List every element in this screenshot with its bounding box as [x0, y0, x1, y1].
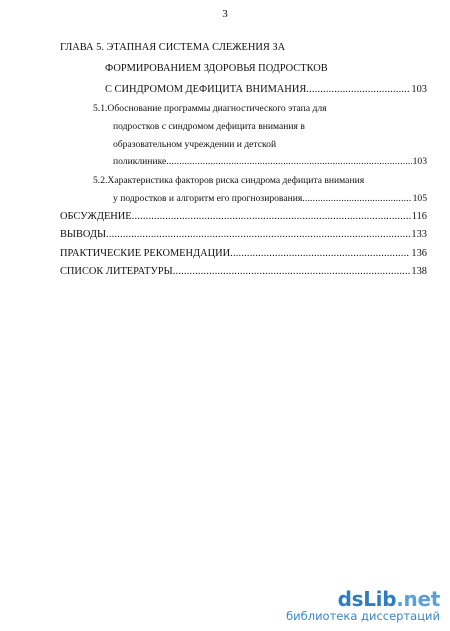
toc-entry-conclusions[interactable] [60, 229, 427, 241]
toc-entry-label: ВЫВОДЫ [60, 229, 107, 240]
section-5-1-line-1: 5.1.Обоснование программы диагностического этапа для [93, 103, 327, 114]
toc-entry-section-5-2[interactable] [113, 193, 427, 205]
leader-dots [106, 229, 410, 241]
chapter-5-title-line-3: С СИНДРОМОМ ДЕФИЦИТА ВНИМАНИЯ [105, 84, 307, 95]
section-5-2-line-1: 5.2.Характеристика факторов риска синдрома дефицита внимания [93, 175, 365, 186]
dslib-subtitle: библиотека диссертаций [286, 609, 440, 623]
toc-entry-section-5-1[interactable] [113, 156, 427, 168]
section-5-1-line-3: образовательном учреждении и детской [113, 139, 277, 150]
toc-entry-recommendations[interactable] [60, 248, 427, 260]
chapter-5-title-line-1: ГЛАВА 5. ЭТАПНАЯ СИСТЕМА СЛЕЖЕНИЯ ЗА [60, 42, 286, 53]
toc-entry-label: ПРАКТИЧЕСКИЕ РЕКОМЕНДАЦИИ [60, 248, 231, 259]
section-5-1-line-4: поликлинике [113, 156, 167, 167]
toc-entry-discussion[interactable] [60, 211, 427, 223]
leader-dots [306, 84, 410, 96]
page-number: 3 [222, 8, 228, 20]
toc-page-number: 105 [412, 193, 427, 204]
toc-page-number: 133 [411, 229, 427, 240]
toc-page-number: 116 [411, 211, 427, 222]
dslib-logo: dsLib.net [337, 587, 440, 611]
leader-dots [230, 248, 410, 260]
chapter-5-title-line-2: ФОРМИРОВАНИЕМ ЗДОРОВЬЯ ПОДРОСТКОВ [105, 63, 328, 74]
leader-dots [173, 266, 411, 278]
toc-entry-label: СПИСОК ЛИТЕРАТУРЫ [60, 266, 173, 277]
section-5-1-line-2: подростков с синдромом дефицита внимания в [113, 121, 305, 132]
leader-dots [166, 156, 411, 168]
dslib-watermark [286, 589, 440, 623]
section-5-2-line-2: у подростков и алгоритм его прогнозирования [113, 193, 303, 204]
leader-dots [132, 211, 411, 223]
toc-page-number: 103 [412, 156, 427, 167]
toc-page-number: 136 [411, 248, 427, 259]
toc-entry-label: ОБСУЖДЕНИЕ [60, 211, 132, 222]
toc-page-number: 138 [411, 266, 427, 277]
leader-dots [302, 193, 411, 205]
toc-entry-chapter-5[interactable] [105, 84, 427, 96]
toc-entry-references[interactable] [60, 266, 427, 278]
toc-page-number: 103 [411, 84, 427, 95]
